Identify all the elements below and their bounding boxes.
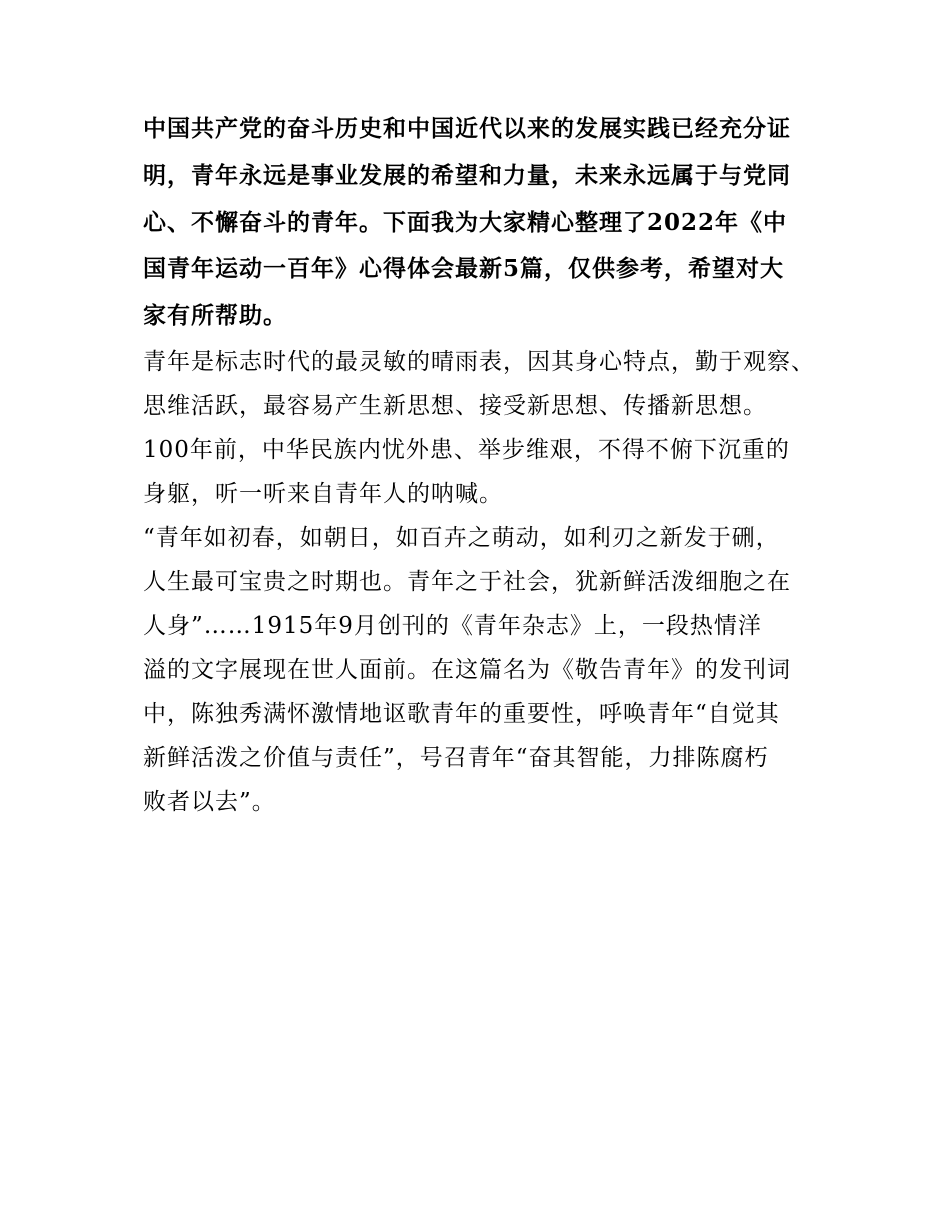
intro-paragraph — [143, 106, 833, 340]
body-line: 青年是标志时代的最灵敏的晴雨表，因其身心特点，勤于观察、 — [143, 348, 815, 375]
intro-line: 家有所帮助。 — [143, 302, 287, 330]
body-line: 败者以去”。 — [143, 788, 276, 815]
body-line: 身躯，听一听来自青年人的呐喊。 — [143, 480, 503, 507]
body-line: 人生最可宝贵之时期也。青年之于社会，犹新鲜活泼细胞之在 — [143, 568, 791, 595]
body-line: 溢的文字展现在世人面前。在这篇名为《敬告青年》的发刊词 — [143, 656, 791, 683]
intro-line: 国青年运动一百年》心得体会最新5篇，仅供参考，希望对大 — [143, 255, 785, 283]
body-line: 思维活跃，最容易产生新思想、接受新思想、传播新思想。 — [143, 392, 767, 419]
body-line: “青年如初春，如朝日，如百卉之萌动，如利刃之新发于硎， — [143, 524, 780, 551]
document-body — [143, 106, 833, 824]
body-paragraph-3 — [143, 516, 833, 824]
body-paragraph-2 — [143, 428, 833, 516]
intro-line: 心、不懈奋斗的青年。下面我为大家精心整理了2022年《中 — [143, 208, 788, 236]
intro-line: 明，青年永远是事业发展的希望和力量，未来永远属于与党同 — [143, 161, 791, 189]
body-line: 新鲜活泼之价值与责任”，号召青年“奋其智能，力排陈腐朽 — [143, 744, 769, 771]
body-line: 100年前，中华民族内忧外患、举步维艰，不得不俯下沉重的 — [143, 436, 790, 463]
body-line: 中，陈独秀满怀激情地讴歌青年的重要性，呼唤青年“自觉其 — [143, 700, 780, 727]
body-paragraph-1 — [143, 340, 833, 428]
intro-line: 中国共产党的奋斗历史和中国近代以来的发展实践已经充分证 — [143, 115, 791, 142]
body-line: 人身”……1915年9月创刊的《青年杂志》上，一段热情洋 — [143, 612, 762, 639]
